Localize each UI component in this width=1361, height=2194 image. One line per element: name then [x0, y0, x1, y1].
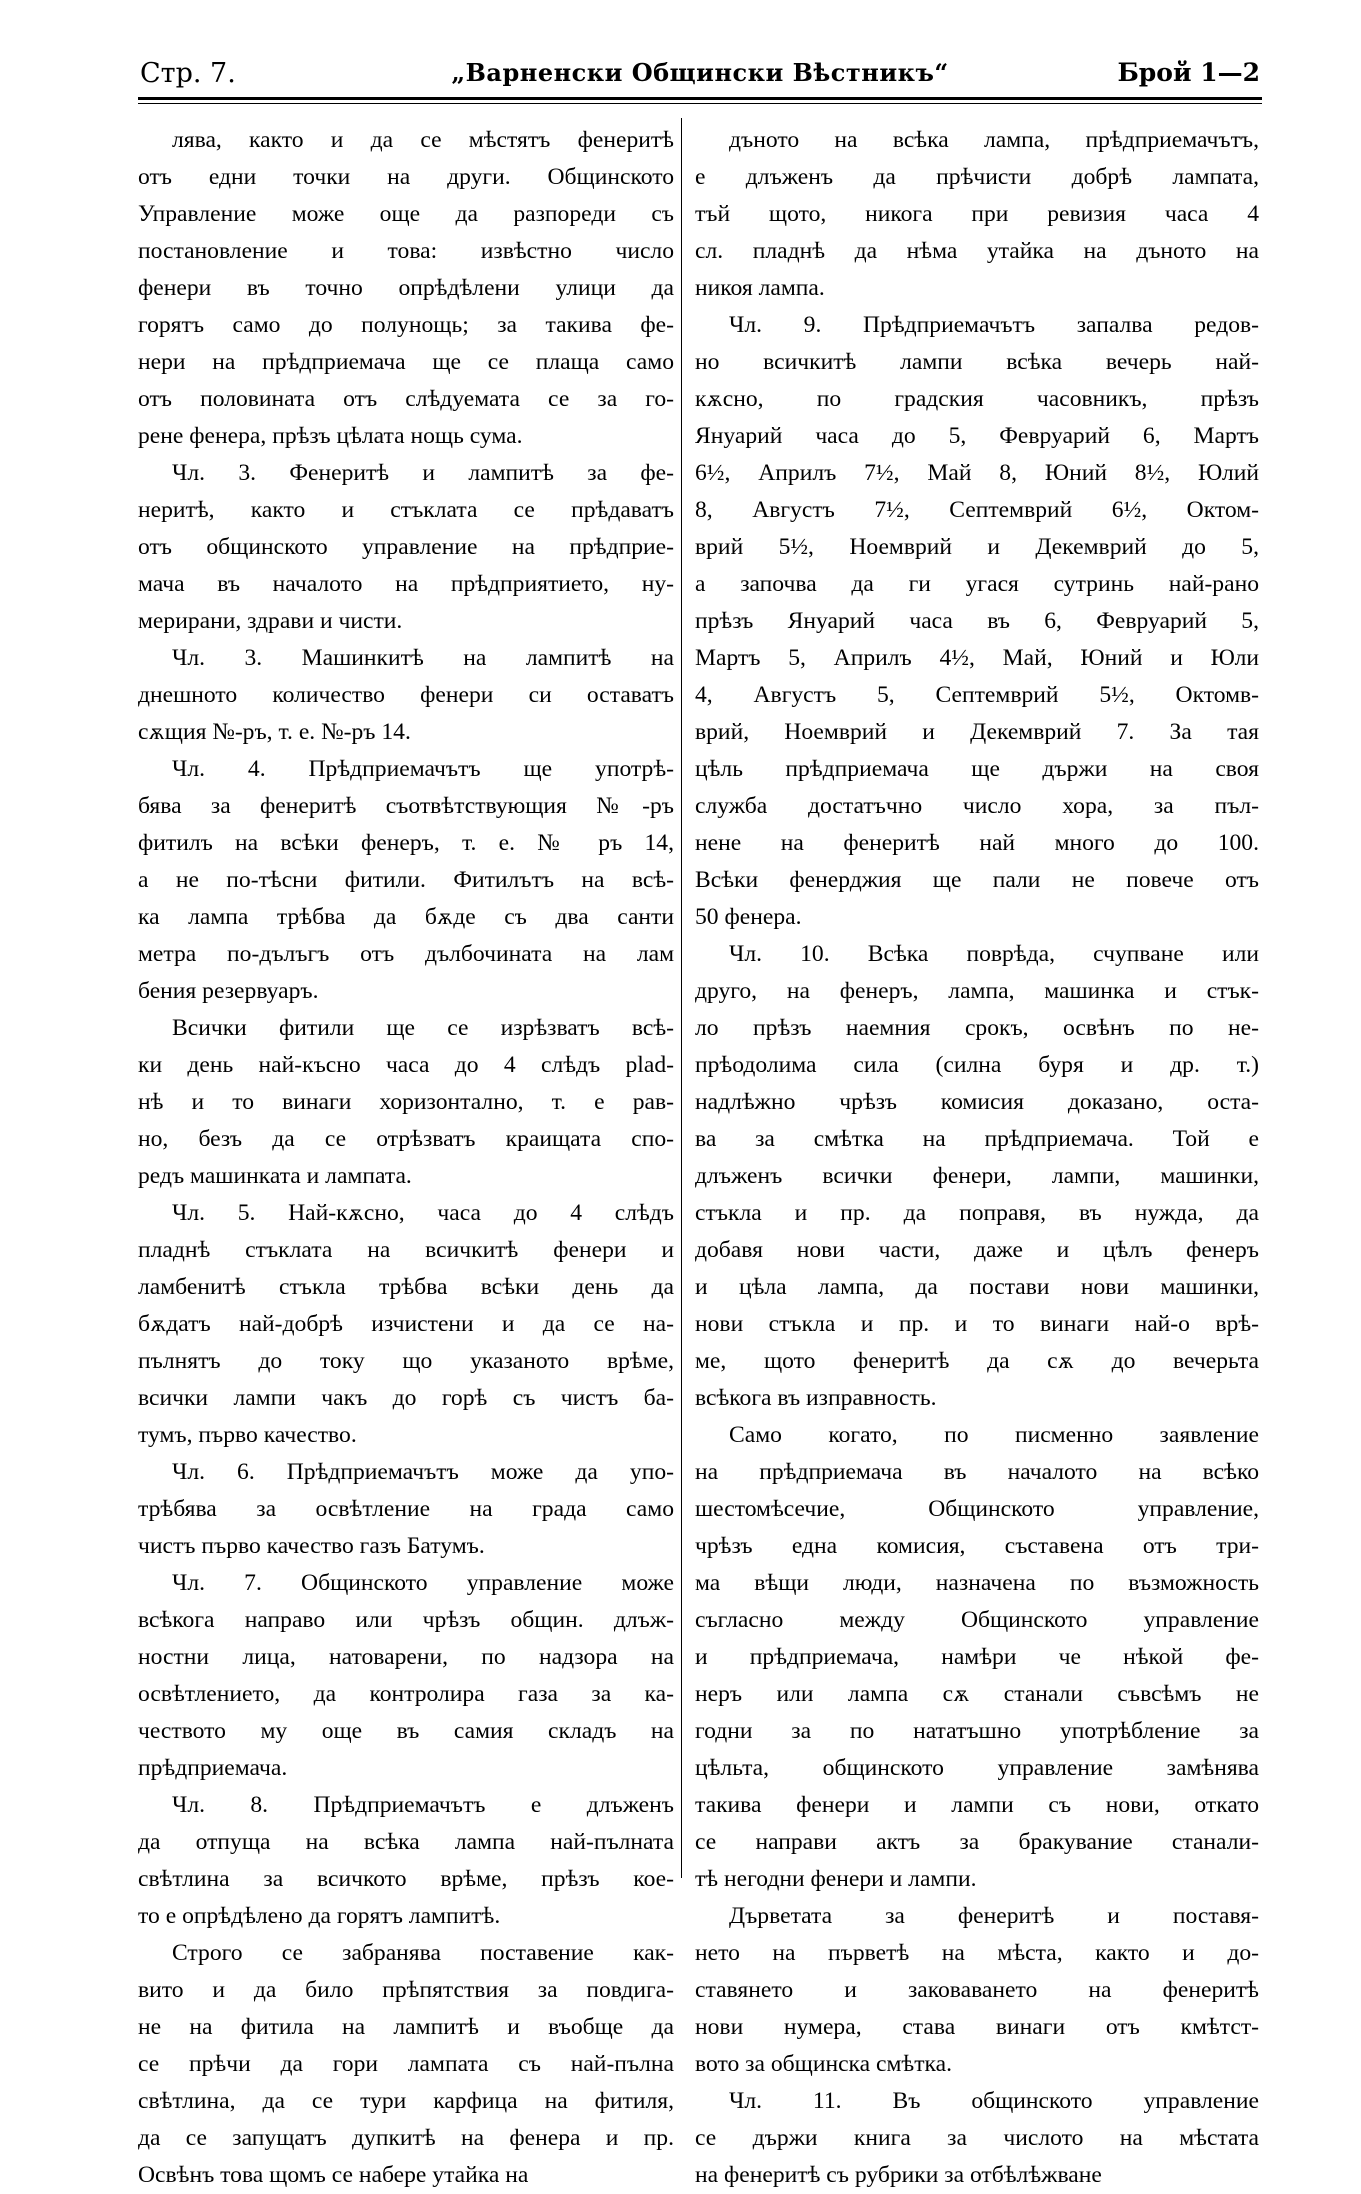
text-line: ностни лица, натоварени, по надзора на — [138, 1644, 674, 1670]
text-line: Чл. 11. Въ общинското управление — [729, 2088, 1259, 2114]
text-line: Чл. 7. Общинското управление може — [172, 1570, 674, 1596]
text-line: Чл. 3. Фенеритѣ и лампитѣ за фе- — [172, 460, 674, 486]
header-rule-thick — [138, 97, 1262, 100]
text-line: годни за по нататъшно употрѣбление за — [695, 1718, 1259, 1744]
text-line: съгласно между Общинското управление — [695, 1607, 1259, 1633]
text-line: кѫсно, по градския часовникъ, прѣзъ — [695, 386, 1259, 412]
text-line: врий 5½, Ноемврий и Декемврий до 5, — [695, 534, 1259, 560]
text-line: на прѣдприемача въ началото на всѣко — [695, 1459, 1259, 1485]
text-line: но всичкитѣ лампи всѣка вечерь най- — [695, 349, 1259, 375]
text-line: нери на прѣдприемача ще се плаща само — [138, 349, 674, 375]
text-line: цѣльта, общинското управление замѣнява — [695, 1755, 1259, 1781]
text-line: ки день най-късно часа до 4 слѣдъ plad- — [138, 1052, 674, 1078]
text-line: Строго се забранява поставение как- — [172, 1940, 674, 1966]
text-line: и прѣдприемача, намѣри че нѣкой фе- — [695, 1644, 1259, 1670]
text-line: пладнѣ стъклата на всичкитѣ фенери и — [138, 1237, 674, 1263]
text-line: врий, Ноемврий и Декемврий 7. За тая — [695, 719, 1259, 745]
text-line: горятъ само до полунощь; за такива фе- — [138, 312, 674, 338]
paragraph — [138, 751, 674, 1010]
paragraph — [138, 455, 674, 640]
text-line: Освѣнъ това щомъ се набере утайка на — [138, 2162, 529, 2188]
text-line: чистъ първо качество газъ Батумъ. — [138, 1533, 485, 1559]
text-line: такива фенери и лампи съ нови, откато — [695, 1792, 1259, 1818]
text-line: тъй щото, никога при ревизия часа 4 — [695, 201, 1259, 227]
text-line: Януарий часа до 5, Февруарий 6, Мартъ — [695, 423, 1259, 449]
issue-number: Брой 1—2 — [1117, 58, 1260, 87]
text-line: Чл. 4. Прѣдприемачътъ ще употрѣ- — [172, 756, 674, 782]
text-line: нѣ и то винаги хоризонтално, т. е рав- — [138, 1089, 674, 1115]
text-line: 4, Августъ 5, Септемврий 5½, Октомв- — [695, 682, 1259, 708]
text-line: чрѣзъ една комисия, съставена отъ три- — [695, 1533, 1259, 1559]
text-line: никоя лампа. — [695, 275, 825, 301]
text-line: Чл. 10. Всѣка поврѣда, счупване или — [729, 941, 1259, 967]
text-line: длъженъ всички фенери, лампи, машинки, — [695, 1163, 1259, 1189]
left-column — [138, 122, 674, 2194]
text-line: днешното количество фенери си оставатъ — [138, 682, 674, 708]
text-line: вото за общинска смѣтка. — [695, 2051, 953, 2077]
paragraph — [138, 1010, 674, 1195]
paragraph — [138, 1454, 674, 1565]
text-line: то е опрѣдѣлено да горятъ лампитѣ. — [138, 1903, 501, 1929]
paragraph — [138, 1565, 674, 1787]
text-line: фитилъ на всѣки фенеръ, т. е. № ръ 14, — [138, 830, 674, 856]
paragraph — [695, 1417, 1259, 1898]
text-line: ма вѣщи люди, назначена по възможность — [695, 1570, 1259, 1596]
page-header — [140, 58, 1260, 98]
text-line: се направи актъ за бракувание станали- — [695, 1829, 1259, 1855]
text-line: Дърветата за фенеритѣ и поставя- — [729, 1903, 1259, 1929]
text-line: Чл. 3. Машинкитѣ на лампитѣ на — [172, 645, 674, 671]
text-line: фенери въ точно опрѣдѣлени улици да — [138, 275, 674, 301]
text-line: отъ половината отъ слѣдуемата се за го- — [138, 386, 674, 412]
text-line: служба достатъчно число хора, за пъл- — [695, 793, 1259, 819]
text-line: отъ едни точки на други. Общинското — [138, 164, 674, 190]
text-line: всички лампи чакъ до горѣ съ чистъ ба- — [138, 1385, 674, 1411]
text-line: Чл. 6. Прѣдприемачътъ може да упо- — [172, 1459, 674, 1485]
text-line: ло прѣзъ наемния срокъ, освѣнъ по не- — [695, 1015, 1259, 1041]
text-line: но, безъ да се отрѣзватъ краищата спо- — [138, 1126, 674, 1152]
text-line: стъкла и пр. да поправя, въ нужда, да — [695, 1200, 1259, 1226]
text-line: бява за фенеритѣ съотвѣтствующия №-ръ — [138, 793, 674, 819]
paragraph — [695, 307, 1259, 936]
text-line: ме, щото фенеритѣ да сѫ до вечерьта — [695, 1348, 1259, 1374]
page-number: Стр. 7. — [140, 58, 236, 89]
text-line: сѫщия №-ръ, т. е. №-ръ 14. — [138, 719, 411, 745]
column-divider — [681, 118, 682, 1878]
text-line: друго, на фенеръ, лампа, машинка и стък- — [695, 978, 1259, 1004]
text-line: дъното на всѣка лампа, прѣдприемачътъ, — [729, 127, 1259, 153]
text-line: Мартъ 5, Априлъ 4½, Май, Юний и Юли — [695, 645, 1259, 671]
paragraph — [138, 1787, 674, 1935]
text-line: Всѣки фенерджия ще пали не повече отъ — [695, 867, 1259, 893]
text-line: отъ общинското управление на прѣдприе- — [138, 534, 674, 560]
text-line: Всички фитили ще се изрѣзватъ всѣ- — [172, 1015, 674, 1041]
paragraph — [138, 1195, 674, 1454]
paragraph — [138, 122, 674, 455]
header-rule-thin — [138, 103, 1262, 104]
text-line: ставянето и заковаването на фенеритѣ — [695, 1977, 1259, 2003]
text-line: нови нумера, става винаги отъ кмѣтст- — [695, 2014, 1259, 2040]
text-line: а започва да ги угася сутринь най-рано — [695, 571, 1259, 597]
text-line: цѣль прѣдприемача ще държи на своя — [695, 756, 1259, 782]
text-line: не на фитила на лампитѣ и въобще да — [138, 2014, 674, 2040]
text-line: всѣкога направо или чрѣзъ общин. длъж- — [138, 1607, 674, 1633]
text-line: лява, както и да се мѣстятъ фенеритѣ — [172, 127, 674, 153]
text-line: мача въ началото на прѣдприятието, ну- — [138, 571, 674, 597]
text-line: редъ машинката и лампата. — [138, 1163, 412, 1189]
text-line: да отпуща на всѣка лампа най-пълната — [138, 1829, 674, 1855]
paragraph — [695, 1898, 1259, 2083]
text-line: 8, Августъ 7½, Септемврий 6½, Октом- — [695, 497, 1259, 523]
text-line: Само когато, по писменно заявление — [729, 1422, 1259, 1448]
text-line: нене на фенеритѣ най много до 100. — [695, 830, 1259, 856]
text-line: чеството му още въ самия складъ на — [138, 1718, 674, 1744]
text-line: ка лампа трѣбва да бѫде съ два санти — [138, 904, 674, 930]
text-line: бения резервуаръ. — [138, 978, 319, 1004]
text-line: нови стъкла и пр. и то винаги най-о врѣ- — [695, 1311, 1259, 1337]
text-line: 50 фенера. — [695, 904, 802, 930]
text-line: прѣзъ Януарий часа въ 6, Февруарий 5, — [695, 608, 1259, 634]
text-line: свѣтлина, да се тури карфица на фитиля, — [138, 2088, 674, 2114]
text-line: а не по-тѣсни фитили. Фитилътъ на всѣ- — [138, 867, 674, 893]
text-line: надлѣжно чрѣзъ комисия доказано, оста- — [695, 1089, 1259, 1115]
text-line: вито и да било прѣпятствия за повдига- — [138, 1977, 674, 2003]
text-line: шестомѣсечие, Общинското управление, — [695, 1496, 1259, 1522]
text-line: се прѣчи да гори лампата съ най-пълна — [138, 2051, 674, 2077]
text-line: бѫдатъ най-добрѣ изчистени и да се на- — [138, 1311, 674, 1337]
paragraph — [138, 640, 674, 751]
text-line: свѣтлина за всичкото врѣме, прѣзъ кое- — [138, 1866, 674, 1892]
text-line: всѣкога въ изправность. — [695, 1385, 937, 1411]
text-line: на фенеритѣ съ рубрики за отбѣлѣжване — [695, 2162, 1102, 2188]
paragraph — [138, 1935, 674, 2194]
text-line: ва за смѣтка на прѣдприемача. Той е — [695, 1126, 1259, 1152]
text-line: пълнятъ до току що указаното врѣме, — [138, 1348, 674, 1374]
text-line: се държи книга за числото на мѣстата — [695, 2125, 1259, 2151]
text-line: тѣ негодни фенери и лампи. — [695, 1866, 977, 1892]
text-line: нето на първетѣ на мѣста, както и до- — [695, 1940, 1259, 1966]
text-line: Чл. 9. Прѣдприемачътъ запалва редов- — [729, 312, 1259, 338]
text-line: ламбенитѣ стъкла трѣбва всѣки день да — [138, 1274, 674, 1300]
text-line: трѣбява за освѣтление на града само — [138, 1496, 674, 1522]
text-line: сл. пладнѣ да нѣма утайка на дъното на — [695, 238, 1259, 264]
text-line: метра по-дълъгъ отъ дълбочината на лам — [138, 941, 674, 967]
text-line: мерирани, здрави и чисти. — [138, 608, 403, 634]
text-line: 6½, Априлъ 7½, Май 8, Юний 8½, Юлий — [695, 460, 1259, 486]
paragraph — [695, 936, 1259, 1417]
text-line: Чл. 5. Най-кѫсно, часа до 4 слѣдъ — [172, 1200, 674, 1226]
right-column — [695, 122, 1259, 2194]
text-line: да се запущатъ дупкитѣ на фенера и пр. — [138, 2125, 674, 2151]
paragraph — [695, 2083, 1259, 2194]
text-line: Чл. 8. Прѣдприемачътъ е длъженъ — [172, 1792, 674, 1818]
text-line: Управление може още да разпореди съ — [138, 201, 674, 227]
text-line: е длъженъ да прѣчисти добрѣ лампата, — [695, 164, 1259, 190]
text-line: рене фенера, прѣзъ цѣлата нощь сума. — [138, 423, 523, 449]
newspaper-title: „Варненски Общински Вѣстникъ“ — [451, 58, 949, 87]
text-line: тумъ, първо качество. — [138, 1422, 357, 1448]
text-line: прѣдприемача. — [138, 1755, 288, 1781]
text-line: неръ или лампа сѫ станали съвсѣмъ не — [695, 1681, 1259, 1707]
text-line: добавя нови части, даже и цѣлъ фенеръ — [695, 1237, 1259, 1263]
text-line: постановление и това: извѣстно число — [138, 238, 674, 264]
text-line: неритѣ, както и стъклата се прѣдаватъ — [138, 497, 674, 523]
paragraph — [695, 122, 1259, 307]
text-line: освѣтлението, да контролира газа за ка- — [138, 1681, 674, 1707]
text-line: прѣодолима сила (силна буря и др. т.) — [695, 1052, 1259, 1078]
text-line: и цѣла лампа, да постави нови машинки, — [695, 1274, 1259, 1300]
